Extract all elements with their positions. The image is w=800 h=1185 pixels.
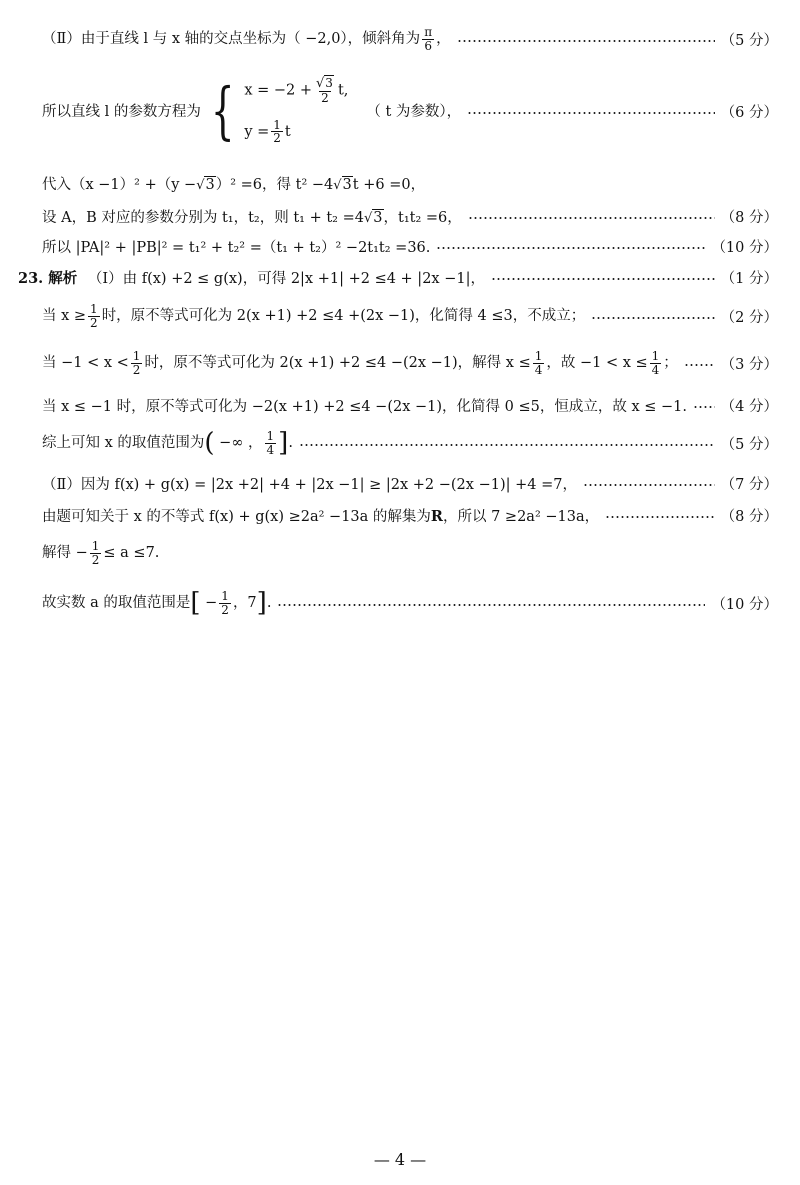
- solution-line: 所以直线 l 的参数方程为 { x = −2 + $\frac{√3}{2}$ t, y = $\frac{1}{2}$ t （ t 为参数）， （6 分）: [42, 73, 778, 147]
- solution-line: 当 x ≥ $\frac{1}{2}$ 时，原不等式可化为 2(x +1) +2 ≤4 +(2x −1)，化简得 4 ≤3，不成立； （2 分）: [42, 301, 778, 330]
- text: （Ⅱ）由于直线 l 与 x 轴的交点坐标为（ −2,0），倾斜角为: [42, 31, 421, 47]
- question-label: 23. 解析: [18, 269, 78, 287]
- solution-line: 解得 − $\frac{1}{2}$ ≤ a ≤7.: [42, 538, 160, 567]
- score: （5 分）: [720, 32, 778, 49]
- score: （8 分）: [720, 508, 778, 525]
- equation-x: x = −2 + $\frac{√3}{2}$ t,: [244, 76, 349, 105]
- solution-line: 设 A，B 对应的参数分别为 t₁，t₂，则 t₁ + t₂ =4√3，t₁t₂ =6， （8 分）: [42, 203, 778, 229]
- score: （10 分）: [711, 596, 778, 613]
- leader-dots: [591, 317, 714, 319]
- leader-dots: [468, 217, 715, 219]
- score: （3 分）: [720, 356, 778, 373]
- solution-line: 代入（x −1）² +（y −√3）² =6，得 t² −4√3t +6 =0，: [42, 176, 426, 193]
- score: （10 分）: [711, 239, 778, 256]
- text: 所以直线 l 的参数方程为: [42, 104, 201, 121]
- brace: {: [210, 73, 235, 147]
- score: （8 分）: [720, 209, 778, 226]
- question-23-line: 23. 解析 （Ⅰ）由 f(x) +2 ≤ g(x)，可得 2|x +1| +2 ≤4 + |2x −1|， （1 分）: [18, 264, 778, 290]
- score: （5 分）: [720, 436, 778, 453]
- solution-line: （Ⅱ）因为 f(x) + g(x) = |2x +2| +4 + |2x −1| ≥ |2x +2 −(2x −1)| +4 =7， （7 分）: [42, 470, 778, 496]
- score: （1 分）: [720, 270, 778, 287]
- leader-dots: [467, 112, 714, 114]
- solution-line: 当 x ≤ −1 时，原不等式可化为 −2(x +1) +2 ≤4 −(2x −1)，化简得 0 ≤5，恒成立，故 x ≤ −1. （4 分）: [42, 392, 778, 418]
- fraction: $\frac{\pi}{6}$: [424, 24, 433, 53]
- solution-line: （Ⅱ）由于直线 l 与 x 轴的交点坐标为（ −2,0），倾斜角为 $\frac{\pi}{6}$ ， （5 分）: [42, 24, 778, 53]
- page-number: — 4 —: [373, 1150, 427, 1169]
- leader-dots: [583, 484, 715, 486]
- leader-dots: [684, 364, 715, 366]
- score: （6 分）: [720, 104, 778, 121]
- leader-dots: [605, 516, 715, 518]
- leader-dots: [436, 247, 705, 249]
- equation-y: y = $\frac{1}{2}$ t: [244, 117, 291, 146]
- equation-system: [203, 73, 349, 147]
- leader-dots: [277, 604, 705, 606]
- leader-dots: [693, 406, 715, 408]
- solution-line: 由题可知关于 x 的不等式 f(x) + g(x) ≥2a² −13a 的解集为R，所以 7 ≥2a² −13a， （8 分）: [42, 502, 778, 528]
- leader-dots: [457, 40, 715, 42]
- solution-line: 故实数 a 的取值范围是[ − $\frac{1}{2}$ ，7]. （10 分）: [42, 588, 778, 618]
- leader-dots: [491, 278, 715, 280]
- leader-dots: [299, 444, 715, 446]
- solution-line: 所以 |PA|² + |PB|² = t₁² + t₂² =（t₁ + t₂）² −2t₁t₂ =36. （10 分）: [42, 233, 778, 259]
- solution-line: 当 −1 < x < $\frac{1}{2}$ 时，原不等式可化为 2(x +1) +2 ≤4 −(2x −1)，解得 x ≤ $\frac{1}{4}$ ，故 −1 < x ≤ $\frac{1}{4}$ ； （3 分）: [42, 348, 778, 377]
- score: （4 分）: [720, 398, 778, 415]
- score: （2 分）: [720, 309, 778, 326]
- score: （7 分）: [720, 476, 778, 493]
- solution-line: 综上可知 x 的取值范围为( −∞ ， $\frac{1}{4}$ ]. （5 分）: [42, 428, 778, 458]
